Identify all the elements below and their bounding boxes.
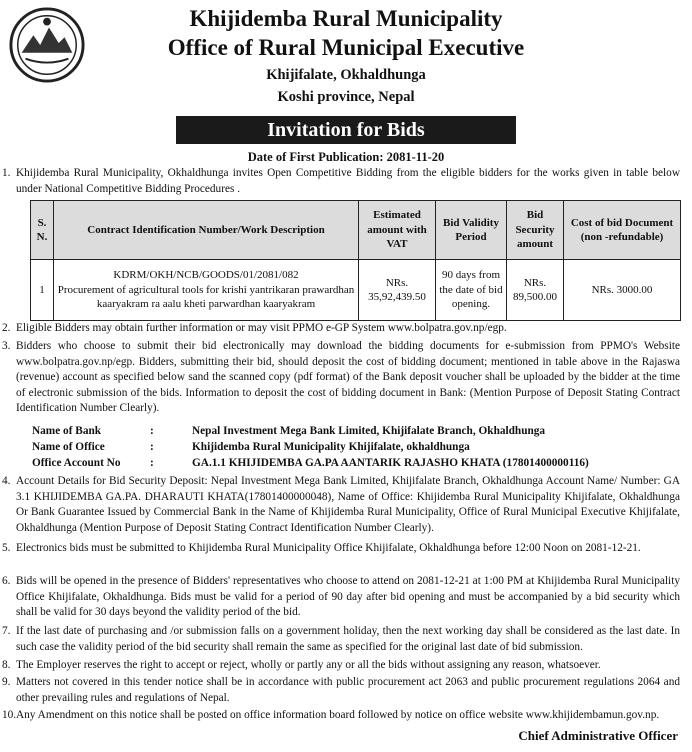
work-description: Procurement of agricultural tools for krishi yantrikaran prawardhan kaaryakram ra aalu kheti parwardhan kaaryakram	[57, 283, 355, 311]
account-value: GA.1.1 KHIJIDEMBA GA.PA AANTARIK RAJASHO KHATA (17801400000116)	[192, 457, 589, 469]
signature-title: Chief Administrative Officer	[518, 728, 678, 743]
clause-number: 8.	[2, 659, 11, 671]
cell-estimated-amount: NRs. 35,92,439.50	[359, 260, 436, 321]
account-label: Office Account No	[32, 457, 121, 469]
colon: :	[150, 441, 154, 453]
clause-number: 5.	[2, 542, 11, 554]
clause-text: Eligible Bidders may obtain further information or may visit PPMO e-GP System www.bolpatra.gov.np/egp.	[16, 322, 507, 334]
office-location: Khijifalate, Okhaldhunga	[266, 67, 426, 83]
clause-text: Bids will be opened in the presence of Bidders' representatives who choose to attend on 2081-12-21 at 1:00 PM at Khijidemba Rural Municipality Office Khijifalate, Okhaldhunga. Bids must be valid for a period of 90 day after bid opening and must be accompanied by a bid security which shall be valid for 30 days beyond the validity period of the bid.	[16, 575, 680, 619]
letterhead	[0, 4, 692, 107]
clause-text: Any Amendment on this notice shall be posted on office information board followed by notice on office website www.khijidembamun.gov.np.	[16, 709, 660, 721]
cell-validity: 90 days from the date of bid opening.	[436, 260, 507, 321]
clause-text: Khijidemba Rural Municipality, Okhaldhunga invites Open Competitive Bidding from the eligible bidders for the works given in table below under National Competitive Bidding Procedures .	[16, 167, 680, 195]
cell-cost: NRs. 3000.00	[564, 260, 681, 321]
table-header-row	[31, 201, 681, 260]
clause-number: 1.	[2, 167, 11, 179]
bank-name-value: Nepal Investment Mega Bank Limited, Khijifalate Branch, Okhaldhunga	[192, 425, 546, 437]
clause-number: 6.	[2, 575, 11, 587]
contract-id: KDRM/OKH/NCB/GOODS/01/2081/082	[113, 269, 299, 282]
clause-text: Bidders who choose to submit their bid electronically may download the bidding documents for e-submission from PPMO's Website www.bolpatra.gov.np/egp. Bidders, submitting their bid, should deposit the cost of bidding document; mentioned in table above in the Rajaswa (revenue) account as specified below sand the scanned copy (pdf format) of the Bank deposit voucher shall be uploaded by the bidder at the time of electronic submission of the bids. Information to deposit the cost of bidding document in Bank: (Mention Purpose of Deposit Stating Contract Identification Number Clearly).	[16, 340, 680, 415]
clause-8	[2, 658, 680, 674]
publication-date: Date of First Publication: 2081-11-20	[247, 150, 445, 164]
bank-name-label: Name of Bank	[32, 425, 102, 437]
colon: :	[150, 457, 154, 469]
bid-table	[30, 200, 681, 321]
header-cost: Cost of bid Document (non -refundable)	[564, 201, 681, 260]
clause-7	[2, 624, 680, 655]
clause-number: 10.	[2, 709, 17, 721]
cell-description	[54, 260, 359, 321]
clause-text: Electronics bids must be submitted to Khijidemba Rural Municipality Office Khijifalate, Okhaldhunga before 12:00 Noon on 2081-12-21.	[16, 542, 641, 554]
cell-security: NRs. 89,500.00	[507, 260, 564, 321]
header-description: Contract Identification Number/Work Description	[54, 201, 359, 260]
clause-number: 9.	[2, 676, 11, 688]
office-name-value: Khijidemba Rural Municipality Khijifalate, okhaldhunga	[192, 441, 470, 453]
clause-9	[2, 675, 680, 706]
clause-number: 3.	[2, 340, 11, 352]
clause-1	[2, 166, 680, 197]
clause-2	[2, 321, 680, 337]
header-estimated-amount: Estimated amount with VAT	[359, 201, 436, 260]
clause-number: 7.	[2, 625, 11, 637]
clause-10	[2, 708, 680, 724]
clause-text: The Employer reserves the right to accept or reject, wholly or partly any or all the bids without assigning any reason, whatsoever.	[16, 659, 601, 671]
clause-text: If the last date of purchasing and /or submission falls on a government holiday, then the next working day shall be considered as the last date. In such case the validity period of the bid security shall remain the same as specified for the original last date of bid submission.	[16, 625, 680, 653]
notice-title: Invitation for Bids	[176, 116, 516, 144]
colon: :	[150, 425, 154, 437]
cell-sn: 1	[31, 260, 54, 321]
clause-number: 2.	[2, 322, 11, 334]
clause-6	[2, 574, 680, 621]
office-name: Office of Rural Municipal Executive	[167, 35, 525, 60]
office-province: Koshi province, Nepal	[277, 89, 415, 105]
clause-text: Matters not covered in this tender notice shall be in accordance with public procurement act 2063 and public procurement regulations 2064 and other prevailing rules and regulations of Nepal.	[16, 676, 680, 704]
table-row	[31, 260, 681, 321]
clause-text: Account Details for Bid Security Deposit: Nepal Investment Mega Bank Limited, Khijifalate Branch, Okhaldhunga Account Name/ Number: GA 3.1 KHIJIDEMBA GA.PA. DHARAUTI KHATA(17801400000048), Name of Office: Khijidemba Rural Municipality Khijifalate, Okhaldhunga Or Bank Guarantee Issued by Commercial Bank in the Name of Khijidemba Rural Municipality, Office of Rural Municipal Executive Khijifalate, Okhaldhunga (Mention Purpose of Deposit Stating Contract Identification Number Clearly).	[16, 475, 680, 534]
office-name-label: Name of Office	[32, 441, 105, 453]
municipality-name: Khijidemba Rural Municipality	[189, 6, 503, 31]
header-sn: S. N.	[31, 201, 54, 260]
clause-4	[2, 474, 680, 536]
clause-3	[2, 339, 680, 417]
header-security: Bid Security amount	[507, 201, 564, 260]
clause-5	[2, 541, 680, 557]
clause-number: 4.	[2, 475, 11, 487]
header-validity: Bid Validity Period	[436, 201, 507, 260]
